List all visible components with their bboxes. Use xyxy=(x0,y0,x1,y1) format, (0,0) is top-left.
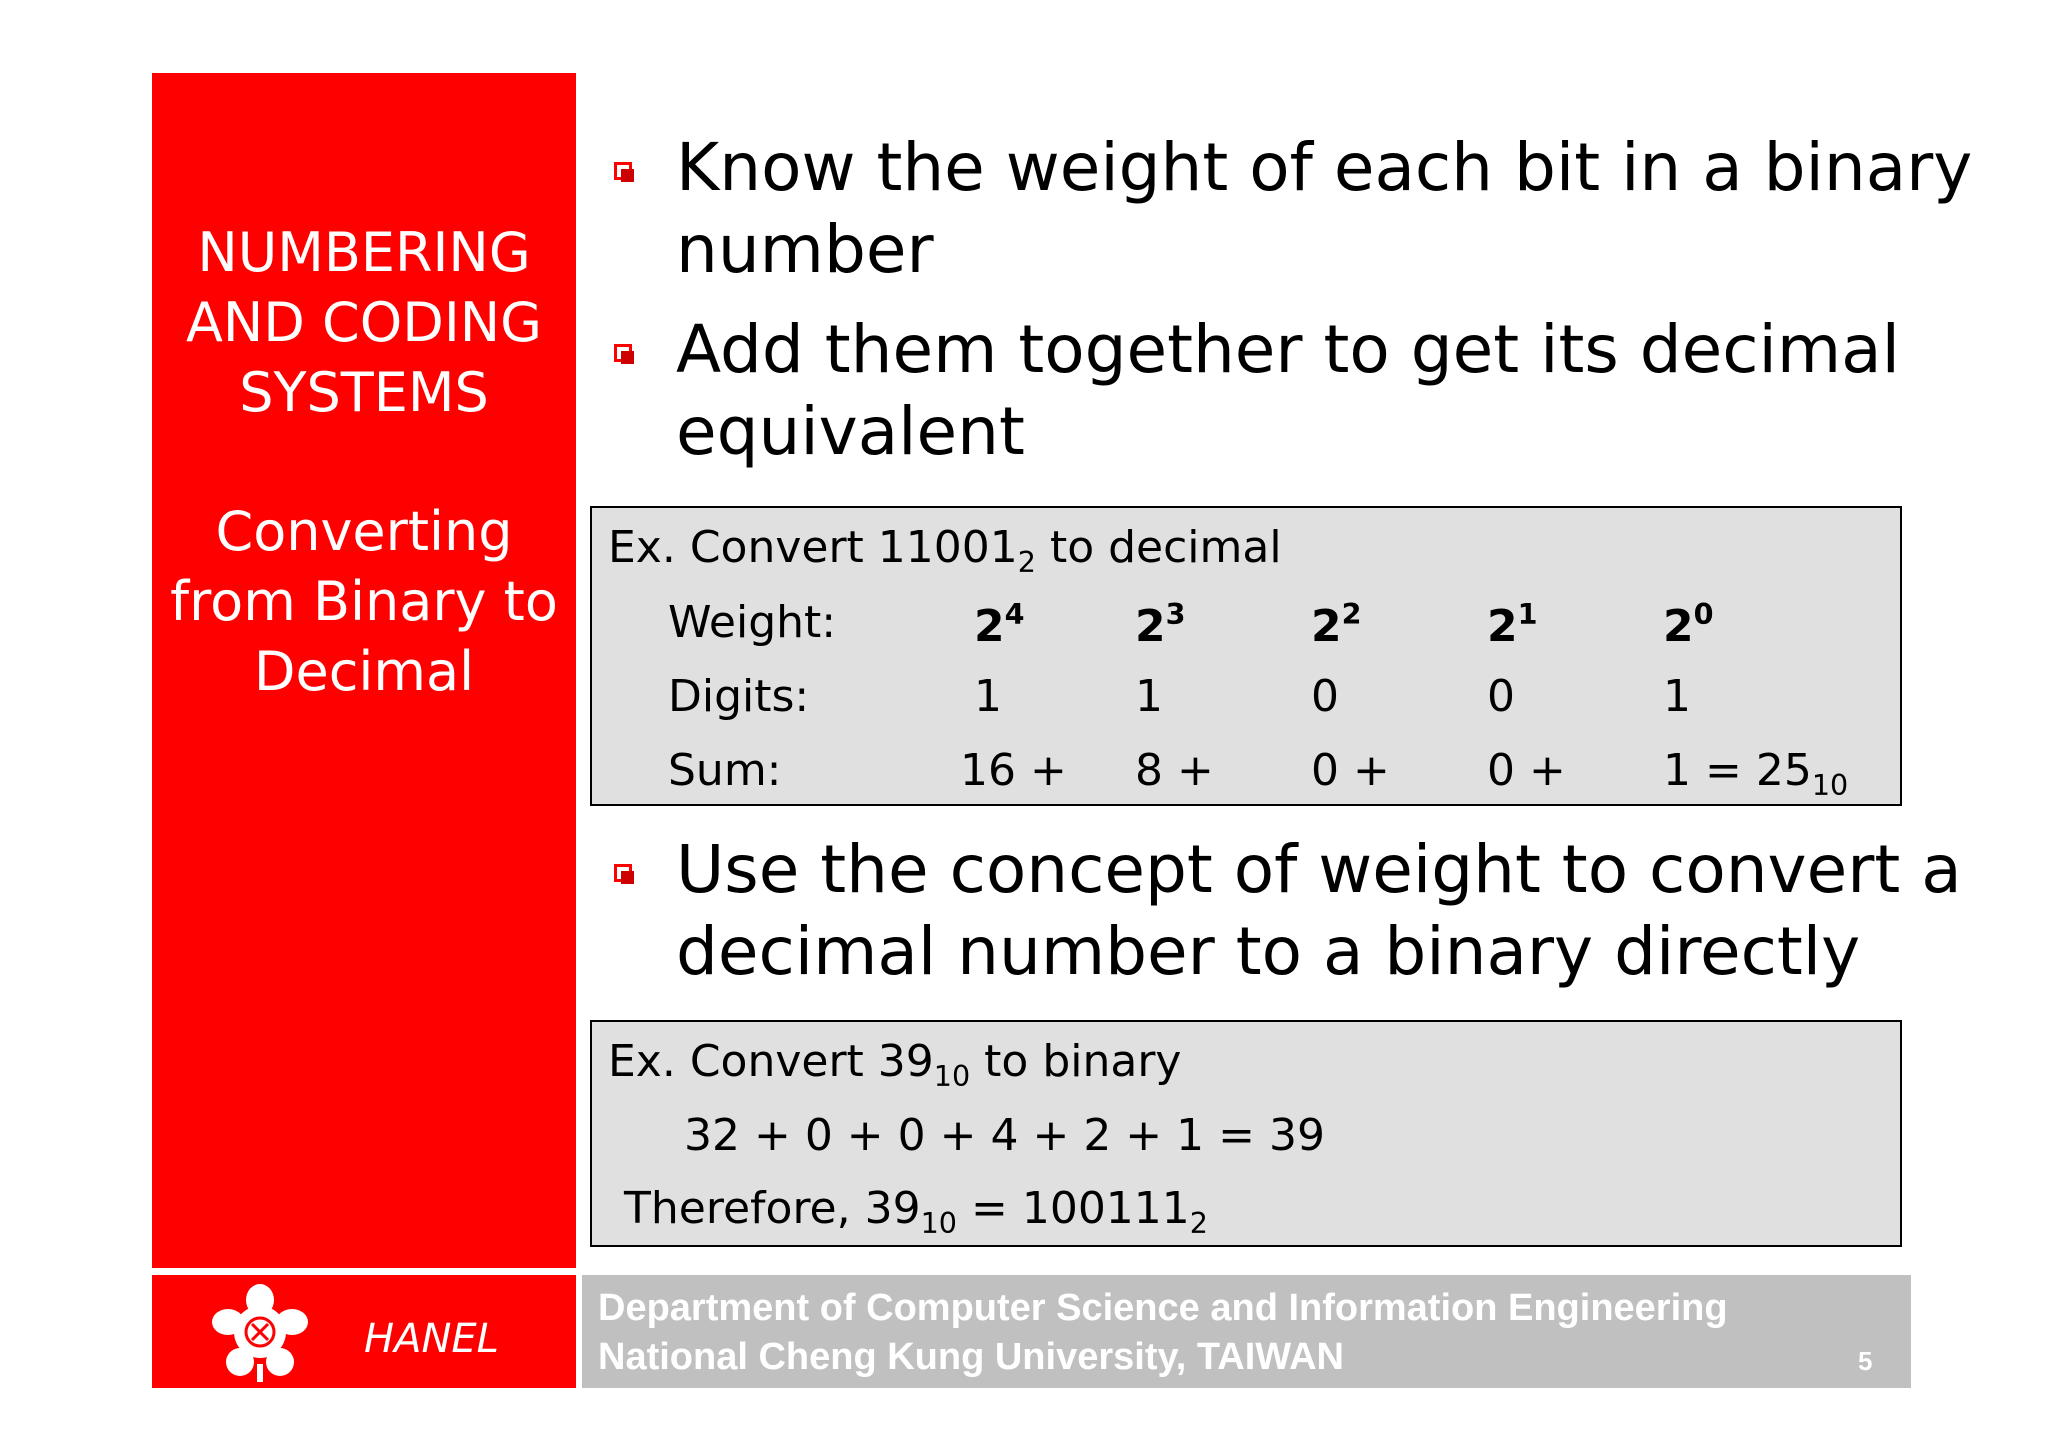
university-logo-icon xyxy=(202,1282,318,1382)
digits-label: Digits: xyxy=(668,671,810,722)
page-number: 5 xyxy=(1858,1346,1873,1376)
bullet-text: decimal number to a binary directly xyxy=(676,913,1861,990)
digit-value: 1 xyxy=(1663,671,1691,722)
sum-term: 0 + xyxy=(1487,745,1566,796)
weight-base: 2 xyxy=(1663,601,1694,653)
base-subscript: 10 xyxy=(933,1059,971,1093)
sum-result xyxy=(1663,745,1848,802)
weight-value xyxy=(974,597,1025,652)
section-title xyxy=(152,218,576,428)
weight-exponent: 4 xyxy=(1004,597,1025,631)
example-title-suffix: to decimal xyxy=(1035,522,1282,573)
sum-term: 0 + xyxy=(1311,745,1390,796)
sum-term: 16 + xyxy=(960,745,1067,796)
weight-value xyxy=(1487,597,1538,652)
base-subscript: 2 xyxy=(1017,545,1036,579)
conversion-result xyxy=(624,1183,1208,1240)
result-text: Therefore, 39 xyxy=(624,1183,921,1234)
bullet-text: equivalent xyxy=(676,393,1025,470)
section-subtitle-line: Decimal xyxy=(253,640,475,703)
bullet-marker-icon xyxy=(614,162,632,180)
weight-sum-equation: 32 + 0 + 0 + 4 + 2 + 1 = 39 xyxy=(684,1110,1325,1161)
weight-base: 2 xyxy=(1135,601,1166,653)
section-title-line: AND CODING xyxy=(185,291,543,354)
example-title xyxy=(608,522,1282,579)
base-subscript: 2 xyxy=(1189,1206,1208,1240)
weight-exponent: 0 xyxy=(1693,597,1714,631)
base-subscript: 10 xyxy=(1811,768,1849,802)
weight-exponent: 1 xyxy=(1517,597,1538,631)
digit-value: 0 xyxy=(1487,671,1515,722)
bullet-text: Add them together to get its decimal xyxy=(676,311,1900,388)
bullet-text: Use the concept of weight to convert a xyxy=(676,831,1962,908)
digit-value: 0 xyxy=(1311,671,1339,722)
section-subtitle xyxy=(152,497,576,707)
section-subtitle-line: from Binary to xyxy=(170,570,558,633)
section-title-line: SYSTEMS xyxy=(239,361,489,424)
weight-value xyxy=(1663,597,1714,652)
weight-exponent: 3 xyxy=(1165,597,1186,631)
weight-value xyxy=(1135,597,1186,652)
sum-result-text: 1 = 25 xyxy=(1663,745,1812,796)
example-title xyxy=(608,1036,1181,1093)
sum-term: 8 + xyxy=(1135,745,1214,796)
result-text: = 100111 xyxy=(956,1183,1190,1234)
weight-exponent: 2 xyxy=(1341,597,1362,631)
base-subscript: 10 xyxy=(920,1206,957,1240)
department-name: Department of Computer Science and Information Engineering xyxy=(598,1287,1728,1329)
example-title-text: Ex. Convert 39 xyxy=(608,1036,934,1087)
university-name: National Cheng Kung University, TAIWAN xyxy=(598,1336,1344,1378)
bullet-text: Know the weight of each bit in a binary xyxy=(676,129,1973,206)
author-name: HANEL xyxy=(364,1316,499,1362)
sum-label: Sum: xyxy=(668,745,782,796)
weight-base: 2 xyxy=(1311,601,1342,653)
weight-base: 2 xyxy=(1487,601,1518,653)
bullet-marker-icon xyxy=(614,344,632,362)
example-title-text: Ex. Convert 11001 xyxy=(608,522,1018,573)
bullet-marker-icon xyxy=(614,864,632,882)
section-title-line: NUMBERING xyxy=(197,221,531,284)
weight-base: 2 xyxy=(974,601,1005,653)
weight-label: Weight: xyxy=(668,597,837,648)
digit-value: 1 xyxy=(1135,671,1163,722)
section-subtitle-line: Converting xyxy=(215,500,513,563)
example-title-suffix: to binary xyxy=(970,1036,1182,1087)
bullet-text: number xyxy=(676,211,934,288)
digit-value: 1 xyxy=(974,671,1002,722)
weight-value xyxy=(1311,597,1362,652)
